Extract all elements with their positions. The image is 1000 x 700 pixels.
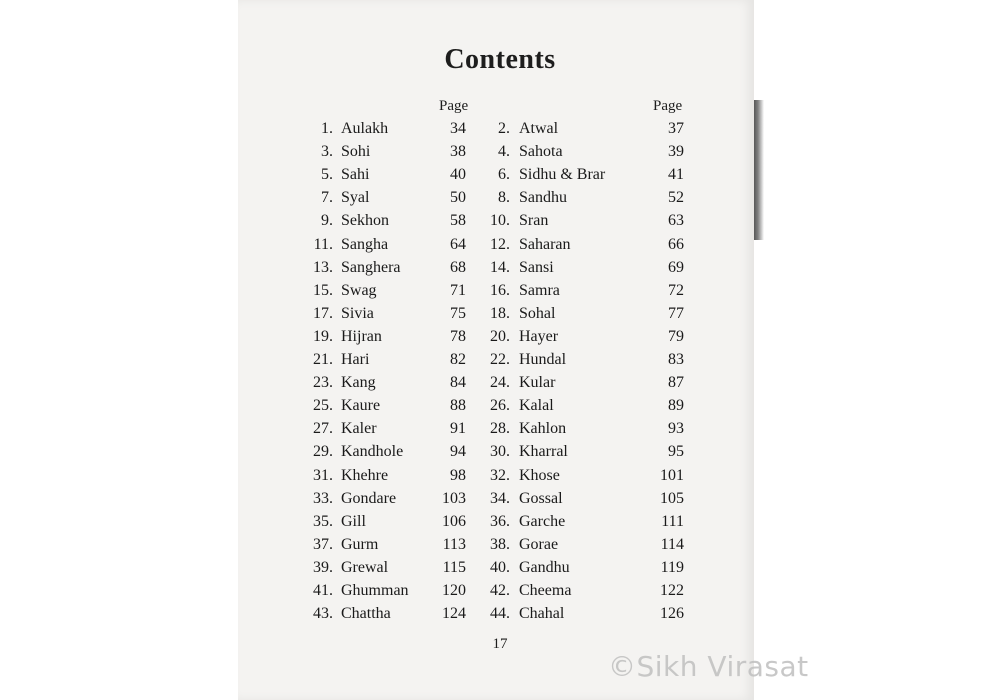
toc-entry-number: 17. (313, 304, 333, 322)
toc-entry-number: 29. (313, 443, 333, 461)
toc-entry-page: 113 (442, 535, 466, 553)
toc-entry-number: 31. (313, 466, 333, 484)
toc-entry-number: 40. (490, 558, 510, 576)
toc-entry-page: 52 (668, 189, 684, 207)
toc-entry-number: 2. (498, 120, 510, 137)
toc-entry-page: 72 (668, 281, 684, 299)
toc-entry-page: 68 (450, 258, 466, 276)
toc-entry-page: 94 (450, 443, 466, 461)
toc-entry-number: 25. (313, 397, 333, 415)
toc-entry-number: 14. (490, 258, 510, 276)
toc-entry-number: 19. (313, 327, 333, 345)
toc-entry-number: 44. (490, 605, 510, 623)
toc-entry-name: Kaure (341, 397, 381, 415)
toc-entry-name: Samra (519, 281, 560, 299)
toc-entry (0, 443, 1000, 466)
toc-entry-name: Ghumman (341, 582, 409, 599)
toc-entry-name: Gurm (341, 535, 379, 553)
toc-entry (0, 236, 1000, 259)
toc-entry-page: 111 (661, 512, 684, 530)
toc-entry (0, 605, 1000, 628)
toc-entry (0, 374, 1000, 397)
toc-entry-name: Gondare (341, 489, 397, 507)
toc-entry-page: 119 (660, 558, 684, 576)
toc-entry-name: Kular (519, 374, 556, 392)
toc-entry-page: 106 (442, 512, 466, 530)
toc-entry-name: Khose (519, 466, 560, 484)
right-page-column-header: Page (653, 98, 683, 114)
toc-entry-number: 35. (313, 512, 333, 530)
toc-entry-name: Swag (341, 281, 377, 299)
toc-entry-name: Kalal (519, 397, 554, 415)
toc-entry (0, 351, 1000, 374)
toc-entry-page: 38 (450, 143, 466, 161)
toc-entry-name: Kharral (519, 443, 568, 461)
toc-entry (0, 305, 1000, 328)
toc-entry-page: 91 (450, 420, 466, 438)
toc-entry-name: Sidhu & Brar (519, 166, 606, 184)
toc-entry-page: 82 (450, 351, 466, 368)
toc-entry-number: 26. (490, 397, 510, 415)
toc-entry-page: 37 (668, 120, 684, 137)
toc-entry-name: Gandhu (519, 558, 570, 576)
toc-entry-page: 87 (668, 374, 684, 392)
toc-entry-page: 84 (450, 374, 466, 392)
toc-entry-page: 101 (660, 466, 684, 484)
toc-entry-page: 105 (660, 489, 684, 507)
toc-entry-number: 1. (321, 120, 333, 137)
toc-entry-number: 21. (313, 351, 333, 368)
toc-entry-number: 15. (313, 281, 333, 299)
toc-entry-name: Gossal (519, 489, 563, 507)
toc-entry-number: 32. (490, 466, 510, 484)
toc-entry-page: 58 (450, 212, 466, 230)
toc-entry-name: Kandhole (341, 443, 404, 461)
toc-entry-name: Hundal (519, 351, 567, 368)
toc-entry-page: 88 (450, 397, 466, 415)
toc-entry (0, 212, 1000, 235)
toc-entry-page: 120 (442, 582, 466, 599)
toc-entry-number: 5. (321, 166, 333, 184)
toc-entry-number: 33. (313, 489, 333, 507)
toc-entry-page: 71 (450, 281, 466, 299)
toc-entry-number: 7. (321, 189, 333, 207)
toc-entry (0, 282, 1000, 305)
toc-entry (0, 120, 1000, 143)
toc-entry-name: Sran (519, 212, 549, 230)
toc-entry-name: Khehre (341, 466, 389, 484)
toc-entry (0, 397, 1000, 420)
toc-entry-name: Sansi (519, 258, 554, 276)
toc-entry-name: Garche (519, 512, 566, 530)
toc-entry-name: Kahlon (519, 420, 567, 438)
toc-entry-number: 36. (490, 512, 510, 530)
toc-entry-number: 41. (313, 582, 333, 599)
toc-entry (0, 490, 1000, 513)
toc-entry-page: 79 (668, 327, 684, 345)
toc-entry-page: 50 (450, 189, 466, 207)
toc-entry-name: Sivia (341, 304, 374, 322)
toc-entry-page: 34 (450, 120, 466, 137)
copyright-watermark: ©Sikh Virasat (608, 650, 809, 683)
toc-entry (0, 536, 1000, 559)
toc-entry-number: 11. (313, 235, 333, 253)
toc-entry-page: 89 (668, 397, 684, 415)
toc-entry-name: Syal (341, 189, 370, 207)
toc-entry-number: 24. (490, 374, 510, 392)
toc-entry (0, 420, 1000, 443)
toc-entry-number: 30. (490, 443, 510, 461)
toc-entry-name: Gill (341, 512, 366, 530)
toc-entry-page: 41 (668, 166, 684, 184)
toc-entry-name: Sohi (341, 143, 371, 161)
toc-entry (0, 259, 1000, 282)
toc-entry-name: Sandhu (519, 189, 567, 207)
toc-entry-number: 23. (313, 374, 333, 392)
toc-entry-number: 13. (313, 258, 333, 276)
toc-entry-page: 98 (450, 466, 466, 484)
toc-entry-number: 42. (490, 582, 510, 599)
toc-entry-page: 114 (660, 535, 684, 553)
toc-entry-page: 75 (450, 304, 466, 322)
toc-entry-page: 124 (442, 605, 466, 623)
toc-entry-name: Hijran (341, 327, 382, 345)
toc-entry-number: 34. (490, 489, 510, 507)
toc-entry-name: Sekhon (341, 212, 389, 230)
left-page-column-header: Page (439, 98, 469, 114)
toc-entry-number: 3. (321, 143, 333, 161)
toc-entry-page: 103 (442, 489, 466, 507)
toc-entry-page: 39 (668, 143, 684, 161)
toc-entry-name: Sangha (341, 235, 389, 253)
toc-entry-number: 18. (490, 304, 510, 322)
toc-entry-name: Hayer (519, 327, 559, 345)
toc-entry (0, 582, 1000, 605)
toc-entry-number: 8. (498, 189, 510, 207)
toc-entry-page: 122 (660, 582, 684, 599)
toc-entry-number: 6. (498, 166, 510, 184)
toc-entry-number: 28. (490, 420, 510, 438)
toc-entry-number: 38. (490, 535, 510, 553)
toc-entry-number: 9. (321, 212, 333, 230)
toc-entry-name: Chahal (519, 605, 565, 623)
toc-entry-page: 83 (668, 351, 684, 368)
toc-entry-number: 10. (490, 212, 510, 230)
toc-entry-name: Grewal (341, 558, 389, 576)
toc-entry (0, 189, 1000, 212)
toc-entry-page: 93 (668, 420, 684, 438)
toc-entry-page: 64 (450, 235, 466, 253)
toc-entry-number: 39. (313, 558, 333, 576)
toc-entry-name: Sahi (341, 166, 370, 184)
toc-entry-number: 27. (313, 420, 333, 438)
toc-entry-name: Chattha (341, 605, 391, 623)
toc-entry-name: Sanghera (341, 258, 401, 276)
footer-page-number: 17 (492, 636, 508, 652)
toc-entry-page: 40 (450, 166, 466, 184)
toc-entry (0, 328, 1000, 351)
toc-entry-page: 78 (450, 327, 466, 345)
toc-entry-name: Hari (341, 351, 370, 368)
toc-entry-name: Cheema (519, 582, 572, 599)
toc-entry-name: Sohal (519, 304, 556, 322)
toc-entry-page: 69 (668, 258, 684, 276)
toc-entry (0, 559, 1000, 582)
toc-entry-name: Kang (341, 374, 376, 392)
toc-entry-page: 95 (668, 443, 684, 461)
toc-entry-number: 20. (490, 327, 510, 345)
toc-entry (0, 513, 1000, 536)
toc-entry-page: 115 (442, 558, 466, 576)
toc-entry (0, 467, 1000, 490)
toc-entry-number: 43. (313, 605, 333, 623)
toc-entry (0, 166, 1000, 189)
toc-entry-number: 37. (313, 535, 333, 553)
toc-entry-name: Kaler (341, 420, 377, 438)
toc-entry-name: Aulakh (341, 120, 389, 137)
toc-entry (0, 143, 1000, 166)
page-title: Contents (444, 44, 556, 75)
toc-entry-number: 16. (490, 281, 510, 299)
toc-entry-number: 4. (498, 143, 510, 161)
toc-entry-name: Atwal (519, 120, 559, 137)
toc-entry-page: 77 (668, 304, 684, 322)
toc-entry-page: 63 (668, 212, 684, 230)
toc-entry-name: Saharan (519, 235, 571, 253)
toc-entry-name: Gorae (519, 535, 559, 553)
toc-entry-number: 22. (490, 351, 510, 368)
toc-entry-page: 66 (668, 235, 684, 253)
toc-entry-page: 126 (660, 605, 684, 623)
toc-entry-name: Sahota (519, 143, 563, 161)
toc-entry-number: 12. (490, 235, 510, 253)
